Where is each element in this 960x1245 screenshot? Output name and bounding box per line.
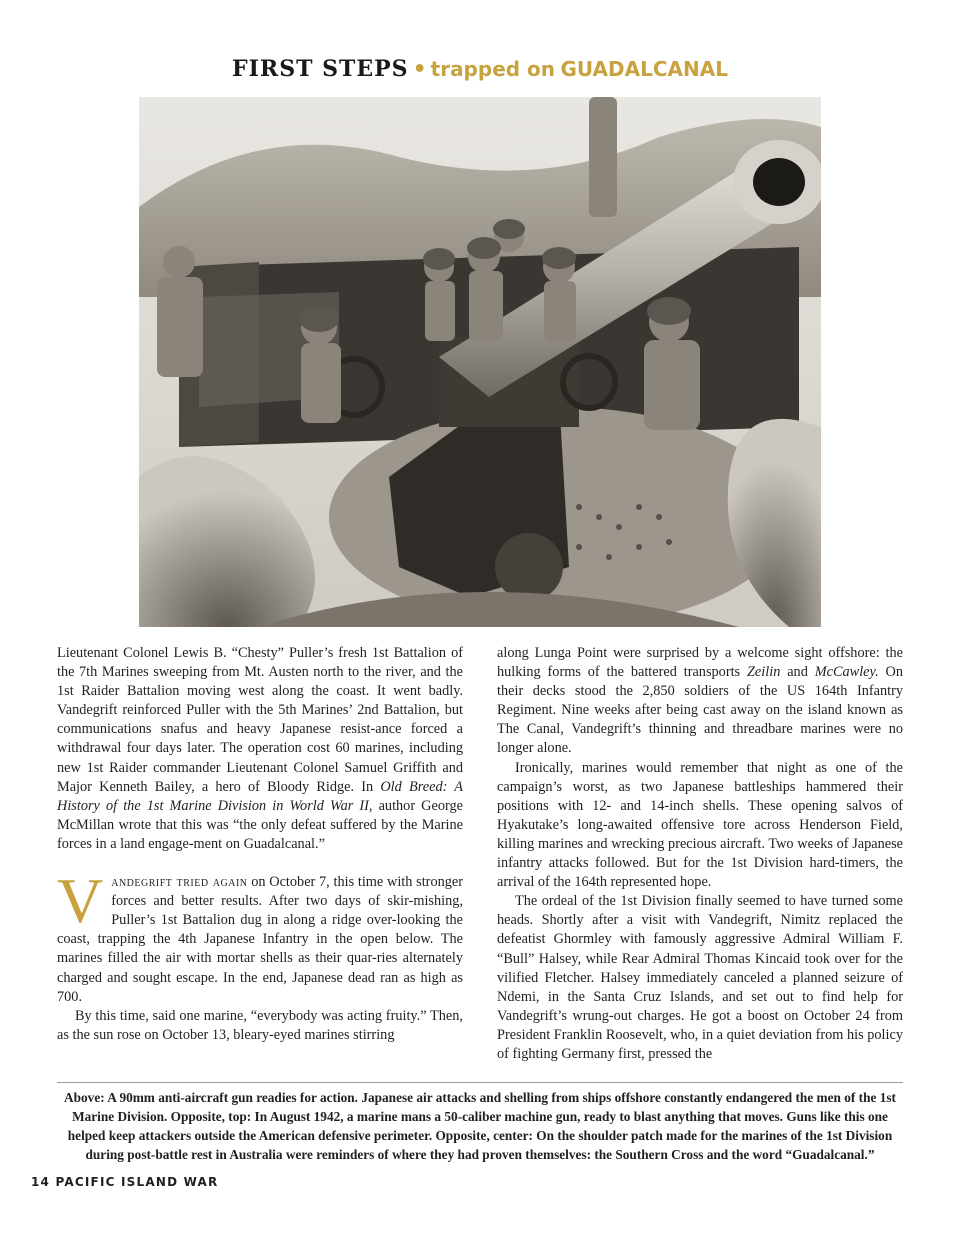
ship-name: McCawley.: [814, 664, 879, 681]
page-footer: [31, 1175, 218, 1189]
photo-90mm-gun-illustration: [139, 97, 821, 627]
book-title: Old Breed: A History of the 1st Marine Division in World War II: [57, 778, 464, 814]
paragraph: The ordeal of the 1st Division finally seemed to have turned some heads. Shortly after a visit with Vandegrift, Nimitz replaced the defeatist Ghormley with famously aggressive Admiral William F. “Bull” Halsey, while Rear Admiral Thomas Kincaid took over for the vilified Fletcher. Halsey immediately canceled a planned seizure of Ndemi, in the Santa Cruz Islands, and set out to find help for Vandegrift’s wrung-out charges. He got a boost on October 24 from President Franklin Roosevelt, who, in a quiet deviation from his policy of fighting Germany first, pressed the: [497, 893, 903, 1062]
header-separator: •: [412, 57, 427, 82]
paragraph-text: Lieutenant Colonel Lewis B. “Chesty” Puller’s fresh 1st Battalion of the 7th Marines sweeping from Mt. Austen north to the river, and the 1st Raider Battalion moving west along the coast. It went badly. Vandegrift reinforced Puller with the 5th Marines’ 2nd Battalion, but communications snafus and heavy Japanese resist-ance forced a withdrawal four days later. The operation cost 60 marines, including new 1st Raider commander Lieutenant Colonel Samuel Griffith and Major Kenneth Bailey, a hero of Bloody Ridge. In: [57, 645, 463, 795]
paragraph-text: on October 7, this time with stronger forces and better results. After two days of skir-mishing, Puller’s 1st Battalion dug in along a ridge over-looking the coast, trapping the 4th Japanese Infantry in the open below. The marines filled the air with mortar shells as their quar-ries alternately charged and sought escape. In the end, Japanese dead ran as high as 700.: [57, 874, 463, 1005]
paragraph-dropcap: [57, 865, 463, 1007]
paragraph: Ironically, marines would remember that night as one of the campaign’s worst, as two Japanese battleships hammered their positions with 12- and 14-inch shells. These opening salvos of Hyakutake’s long-awaited offensive tore across Henderson Field, killing marines and wrecking precious aircraft. Two weeks of Japanese infantry attacks followed. But for the 1st Division hard-timers, the arrival of the 164th represented hope.: [497, 759, 903, 891]
caption-divider: [57, 1082, 903, 1083]
section-subtitle-location: GUADALCANAL: [560, 57, 728, 81]
section-header: [0, 54, 960, 85]
photo-anti-aircraft-gun: [139, 97, 821, 627]
page-number: 14: [31, 1175, 51, 1189]
section-subtitle: trapped on: [430, 57, 556, 81]
paragraph: By this time, said one marine, “everybody was acting fruity.” Then, as the sun rose on October 13, bleary-eyed marines stirring: [57, 1007, 463, 1043]
text-column-left: [57, 644, 463, 1045]
drop-cap: V: [57, 865, 104, 937]
paragraph: [497, 644, 903, 759]
paragraph: [57, 644, 463, 854]
ship-name: Zeilin: [746, 664, 781, 681]
paragraph-text: On their decks stood the 2,850 soldiers of the US 164th Infantry Regiment. Nine weeks after being cast away on the island known as The Canal, Vandegrift’s thinning and threadbare marines were no longer alone.: [497, 664, 903, 757]
paragraph-text: and: [780, 664, 815, 681]
paragraph-text: along Lunga Point were surprised by a welcome sight offshore: the hulking forms of the battered transports: [497, 645, 903, 681]
text-column-right: [497, 644, 903, 1064]
photo-caption: Above: A 90mm anti-aircraft gun readies for action. Japanese air attacks and shelling from ships offshore constantly endangered the men of the 1st Marine Division. Opposite, top: In August 1942, a marine mans a 50-caliber machine gun, ready to blast anything that moves. Guns like this one helped keep attackers outside the American defensive perimeter. Opposite, center: On the shoulder patch made for the marines of the 1st Division during post-battle rest in Australia were reminders of where they had proven themselves: the Southern Cross and the word “Guadalcanal.”: [64, 1090, 896, 1162]
section-title: FIRST STEPS: [232, 56, 409, 82]
lead-in-small-caps: andegrift tried again: [111, 874, 248, 891]
paragraph-text: , author George McMillan wrote that this was “the only defeat suffered by the Marine forces in a land engage-ment on Guadalcanal.”: [57, 797, 464, 852]
publication-title: PACIFIC ISLAND WAR: [55, 1175, 219, 1189]
